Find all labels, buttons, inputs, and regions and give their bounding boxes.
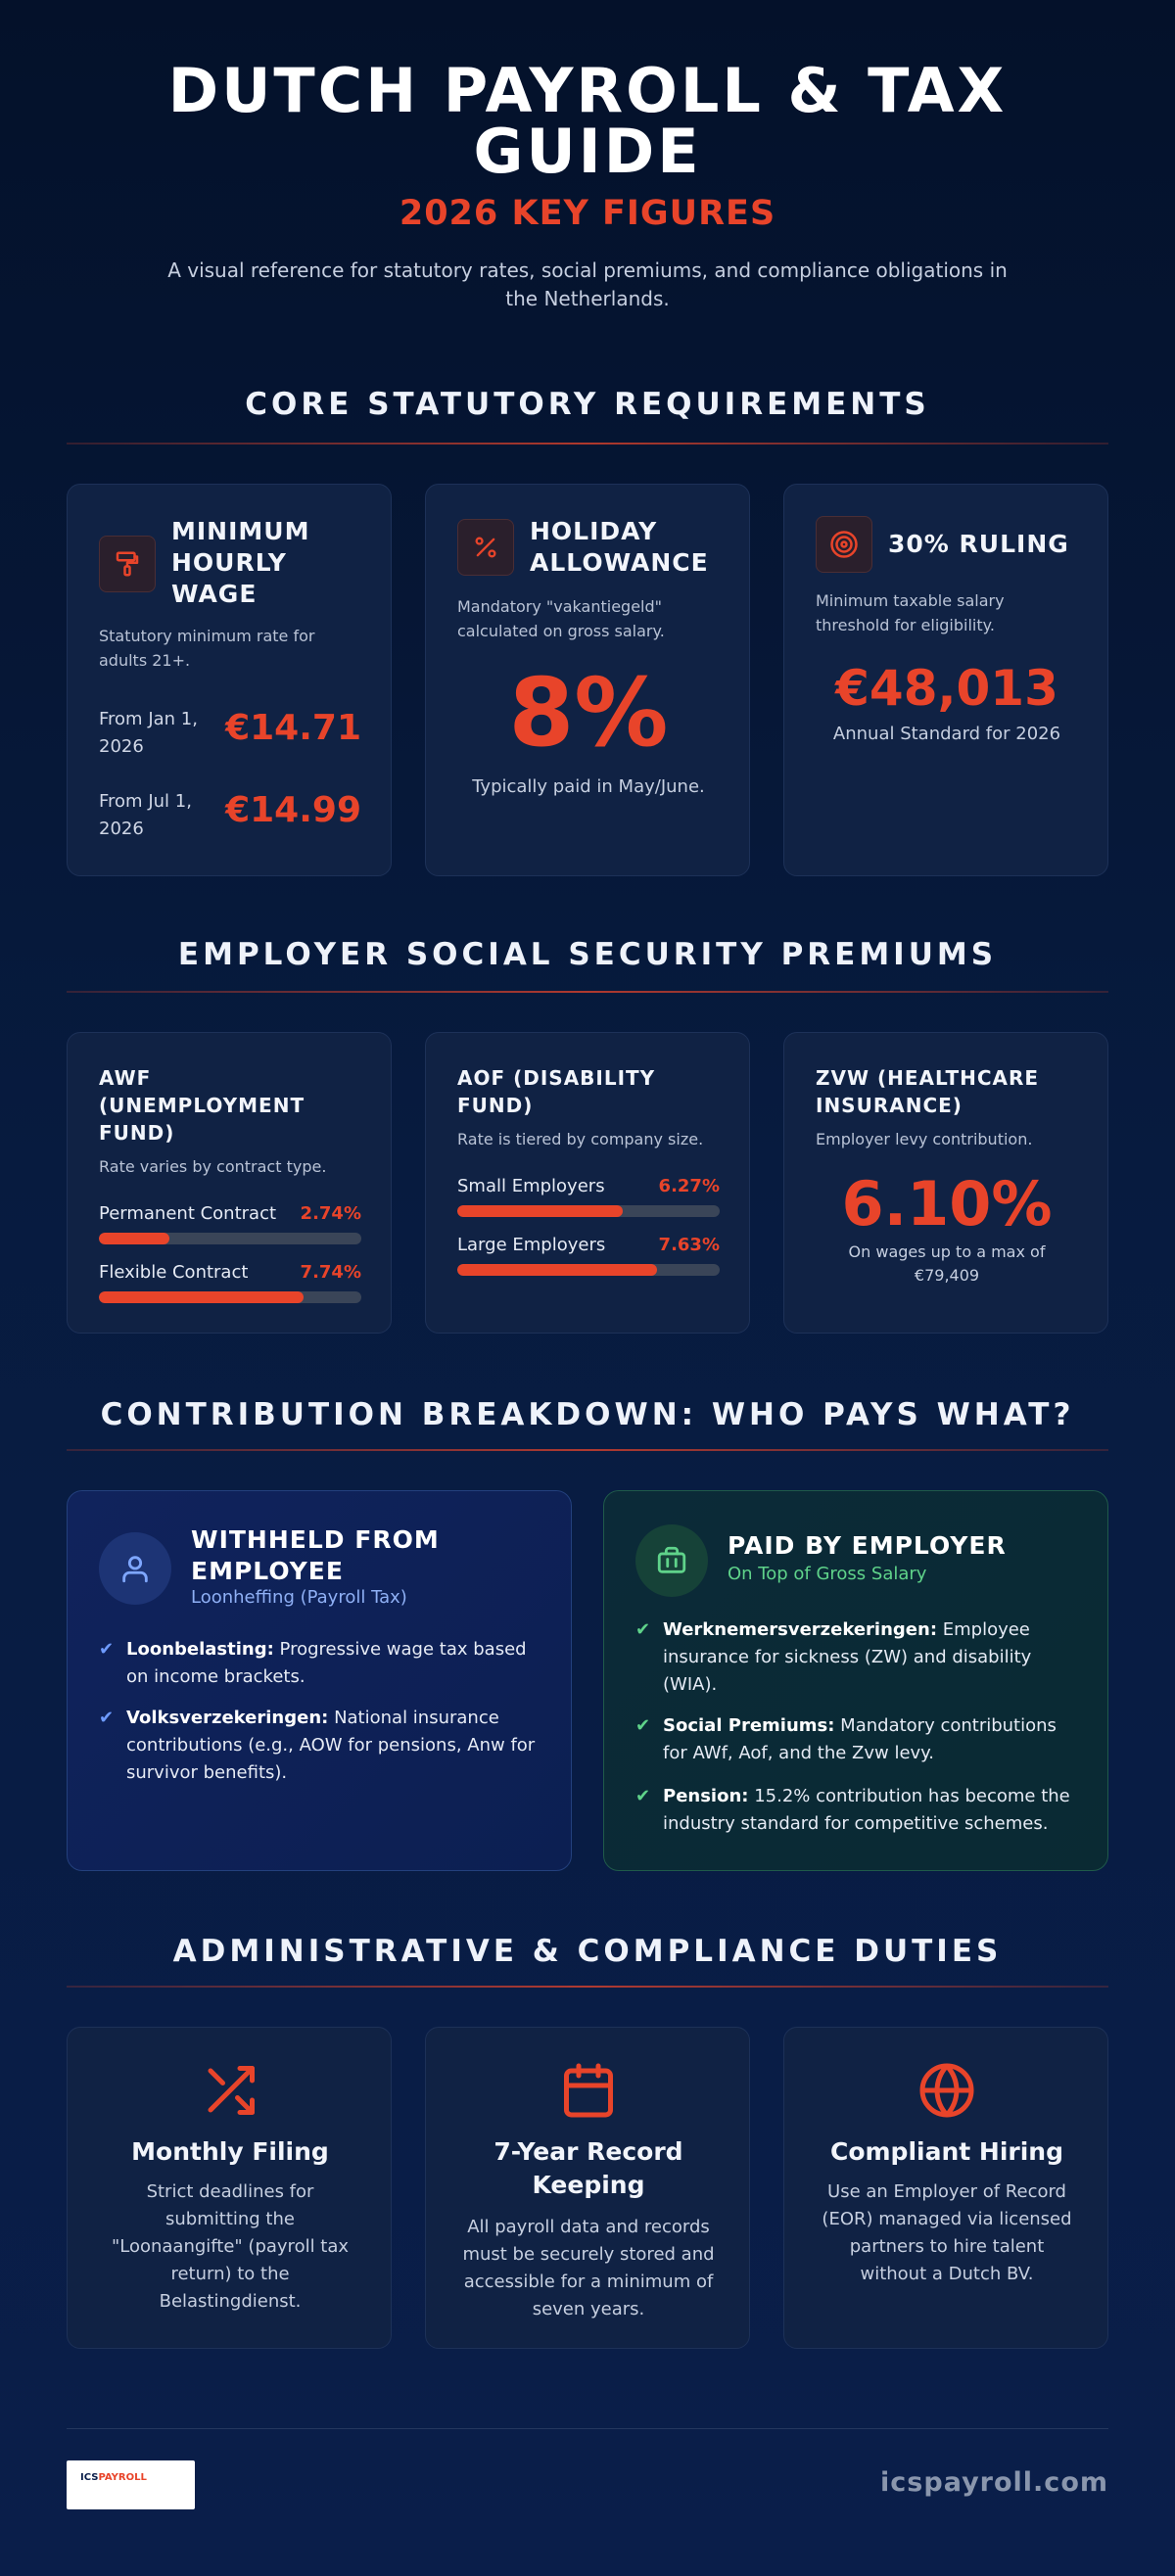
rate-bar-fill — [99, 1233, 169, 1244]
check-icon: ✔ — [99, 1708, 115, 1728]
footer-divider — [67, 2428, 1108, 2429]
employer-paid-card — [603, 1490, 1108, 1871]
rate-value: 6.27% — [658, 1176, 720, 1196]
wage-date: From Jul 1, 2026 — [99, 791, 192, 839]
min-wage-title: MINIMUM HOURLY WAGE — [171, 517, 310, 608]
logo-text: ICSPAYROLL — [80, 2472, 147, 2483]
aof-title: AOF (DISABILITY FUND) — [457, 1066, 656, 1117]
list-item — [635, 1616, 1086, 1699]
rate-bar-fill — [457, 1205, 623, 1217]
duty-title: 7-Year Record Keeping — [494, 2137, 683, 2199]
calendar-icon — [559, 2061, 618, 2120]
wage-row — [99, 788, 361, 847]
percent-icon — [457, 519, 514, 576]
list-item — [635, 1783, 1086, 1838]
rate-label: Permanent Contract — [99, 1203, 277, 1224]
duty-card-record-keeping — [425, 2027, 750, 2349]
section-divider — [67, 443, 1108, 445]
ruling-desc: Minimum taxable salary threshold for eligibility. — [816, 591, 1005, 634]
holiday-allowance-card — [425, 484, 750, 876]
awf-desc: Rate varies by contract type. — [99, 1157, 327, 1176]
check-icon: ✔ — [635, 1715, 651, 1736]
list-item-term: Werknemersverzekeringen: — [663, 1619, 938, 1640]
rate-bar — [457, 1264, 720, 1276]
duty-title: Monthly Filing — [131, 2137, 329, 2166]
list-item-term: Social Premiums: — [663, 1715, 835, 1736]
rate-bar-row — [99, 1203, 361, 1224]
min-wage-card — [67, 484, 392, 876]
wage-value: €14.71 — [225, 708, 361, 748]
list-item-text: National insurance contributions (e.g., AOW for pensions, Anw for survivor benefits). — [126, 1708, 536, 1783]
list-item-term: Loonbelasting: — [126, 1639, 274, 1660]
duty-desc: Strict deadlines for submitting the "Loonaangifte" (payroll tax return) to the Belastingdienst. — [111, 2181, 350, 2312]
aof-card — [425, 1032, 750, 1334]
target-icon — [816, 516, 872, 573]
zvw-value: 6.10% — [841, 1168, 1053, 1240]
list-item-text: Mandatory contributions for AWf, Aof, and the Zvw levy. — [663, 1715, 1057, 1763]
rate-bar-row — [457, 1176, 720, 1196]
page-header — [67, 0, 1108, 313]
check-icon: ✔ — [99, 1639, 115, 1660]
rate-bar — [99, 1291, 361, 1303]
employer-card-title: PAID BY EMPLOYER — [728, 1531, 1007, 1560]
paint-roller-icon — [99, 536, 156, 592]
holiday-title: HOLIDAY ALLOWANCE — [530, 517, 709, 577]
rate-label: Flexible Contract — [99, 1262, 249, 1283]
zvw-note: On wages up to a max of €79,409 — [848, 1242, 1046, 1285]
employee-withholding-card — [67, 1490, 572, 1871]
duty-desc: All payroll data and records must be securely stored and accessible for a minimum of seven years. — [462, 2217, 715, 2319]
rate-bar-fill — [457, 1264, 657, 1276]
employer-card-subtitle: On Top of Gross Salary — [728, 1564, 927, 1584]
section-title-breakdown: CONTRIBUTION BREAKDOWN: WHO PAYS WHAT? — [100, 1397, 1075, 1432]
ruling-title: 30% RULING — [888, 530, 1069, 558]
intro-text: A visual reference for statutory rates, social premiums, and compliance obligations in the Netherlands. — [167, 258, 1008, 310]
section-title-duties: ADMINISTRATIVE & COMPLIANCE DUTIES — [172, 1934, 1003, 1969]
wage-value: €14.99 — [225, 790, 361, 830]
section-title-premiums: EMPLOYER SOCIAL SECURITY PREMIUMS — [177, 937, 998, 972]
check-icon: ✔ — [635, 1619, 651, 1640]
ruling-card — [783, 484, 1108, 876]
check-icon: ✔ — [635, 1786, 651, 1806]
duty-card-monthly-filing — [67, 2027, 392, 2349]
rate-value: 7.74% — [300, 1262, 361, 1283]
zvw-card — [783, 1032, 1108, 1334]
list-item-term: Pension: — [663, 1786, 749, 1806]
shuffle-icon — [201, 2061, 259, 2120]
rate-bar-row — [457, 1235, 720, 1255]
list-item-text: Progressive wage tax based on income brackets. — [126, 1639, 527, 1687]
rate-bar — [457, 1205, 720, 1217]
zvw-desc: Employer levy contribution. — [816, 1130, 1033, 1148]
user-icon — [99, 1532, 171, 1605]
rate-bar-row — [99, 1262, 361, 1283]
awf-card — [67, 1032, 392, 1334]
rate-label: Large Employers — [457, 1235, 606, 1255]
briefcase-icon — [635, 1524, 708, 1597]
rate-label: Small Employers — [457, 1176, 605, 1196]
min-wage-desc: Statutory minimum rate for adults 21+. — [99, 627, 315, 670]
rate-bar-fill — [99, 1291, 304, 1303]
aof-desc: Rate is tiered by company size. — [457, 1130, 704, 1148]
website-link[interactable]: icspayroll.com — [880, 2467, 1108, 2498]
employee-card-subtitle: Loonheffing (Payroll Tax) — [191, 1587, 407, 1608]
zvw-title: ZVW (HEALTHCARE INSURANCE) — [816, 1066, 1040, 1117]
wage-date: From Jan 1, 2026 — [99, 709, 198, 757]
list-item — [635, 1712, 1086, 1767]
section-divider — [67, 991, 1108, 993]
duty-title: Compliant Hiring — [829, 2137, 1063, 2166]
section-title-core: CORE STATUTORY REQUIREMENTS — [245, 387, 930, 422]
list-item — [99, 1636, 549, 1691]
ruling-value: €48,013 — [835, 660, 1058, 717]
section-divider — [67, 1986, 1108, 1988]
rate-value: 2.74% — [300, 1203, 361, 1224]
ruling-note: Annual Standard for 2026 — [832, 724, 1061, 744]
awf-title: AWF (UNEMPLOYMENT FUND) — [99, 1066, 306, 1145]
section-divider — [67, 1449, 1108, 1451]
list-item-text: 15.2% contribution has become the industry standard for competitive schemes. — [663, 1786, 1070, 1834]
page-subtitle: 2026 KEY FIGURES — [399, 194, 776, 233]
holiday-value: 8% — [508, 658, 669, 768]
holiday-note: Typically paid in May/June. — [472, 776, 705, 797]
rate-bar — [99, 1233, 361, 1244]
list-item-term: Volksverzekeringen: — [126, 1708, 329, 1728]
employee-card-title: WITHHELD FROM EMPLOYEE — [191, 1525, 440, 1585]
page-title: DUTCH PAYROLL & TAX GUIDE — [167, 55, 1008, 187]
list-item-text: Employee insurance for sickness (ZW) and disability (WIA). — [663, 1619, 1032, 1695]
duty-card-compliant-hiring — [783, 2027, 1108, 2349]
rate-value: 7.63% — [658, 1235, 720, 1255]
holiday-desc: Mandatory "vakantiegeld" calculated on gross salary. — [457, 597, 665, 640]
company-logo[interactable] — [67, 2460, 195, 2509]
list-item — [99, 1705, 549, 1787]
wage-row — [99, 706, 361, 765]
globe-icon — [917, 2061, 976, 2120]
duty-desc: Use an Employer of Record (EOR) managed via licensed partners to hire talent without a Dutch BV. — [822, 2181, 1072, 2284]
